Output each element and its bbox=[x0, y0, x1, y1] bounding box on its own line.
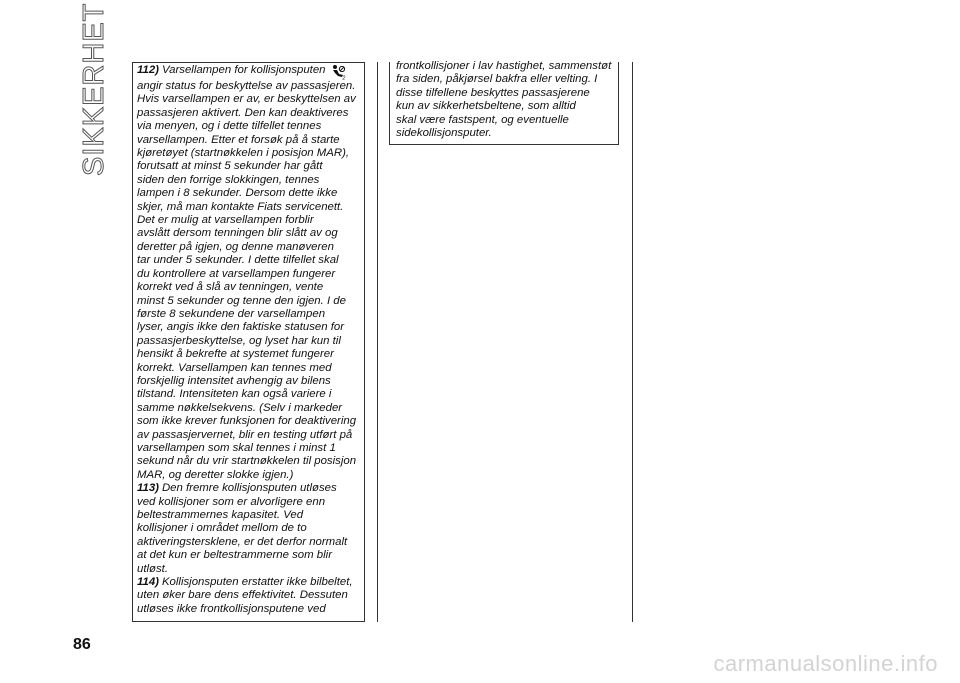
text-line bbox=[396, 87, 618, 100]
text-line bbox=[137, 442, 365, 455]
right-column-rule bbox=[632, 62, 633, 622]
line-text: kun av sikkerhetsbeltene, som alltid bbox=[396, 100, 576, 113]
note-number: 112) bbox=[137, 64, 159, 76]
text-line bbox=[137, 348, 365, 361]
line-text: forutsatt at minst 5 sekunder har gått bbox=[137, 160, 323, 173]
text-line bbox=[137, 281, 365, 294]
line-text: via menyen, og i dette tilfellet tennes bbox=[137, 120, 322, 133]
line-text: lampen i 8 sekunder. Dersom dette ikke bbox=[137, 187, 338, 200]
text-line bbox=[137, 295, 365, 308]
text-line bbox=[137, 214, 365, 227]
line-text: samme nøkkelsekvens. (Selv i markeder bbox=[137, 401, 343, 414]
line-text: MAR, og deretter slokke igjen.) bbox=[137, 468, 294, 481]
note-number: 113) bbox=[137, 482, 159, 495]
text-line bbox=[137, 362, 365, 375]
line-text: utløses ikke frontkollisjonsputene ved bbox=[137, 602, 326, 615]
page-number: 86 bbox=[73, 636, 91, 653]
text-line bbox=[137, 227, 365, 240]
line-text: deretter på igjen, og denne manøveren bbox=[137, 240, 334, 253]
line-text: varsellampen som skal tennes i minst 1 bbox=[137, 441, 336, 454]
line-text: beltestrammernes kapasitet. Ved bbox=[137, 509, 304, 521]
text-line bbox=[137, 469, 365, 482]
text-line bbox=[137, 375, 365, 388]
text-line bbox=[137, 64, 365, 80]
line-text: Varsellampen for kollisjonsputen bbox=[161, 64, 326, 76]
left-column-text bbox=[137, 64, 365, 616]
text-line bbox=[137, 415, 365, 428]
text-line bbox=[137, 402, 365, 415]
line-text: kollisjoner i området mellom de to bbox=[137, 522, 307, 535]
line-text: tilstand. Intensiteten kan også variere i bbox=[137, 388, 332, 401]
line-text: tar under 5 sekunder. I dette tilfellet skal bbox=[137, 254, 339, 267]
line-text: du kontrollere at varsellampen fungerer bbox=[137, 267, 336, 280]
line-text: første 8 sekundene der varsellampen bbox=[137, 307, 326, 320]
text-line bbox=[137, 93, 365, 106]
line-text: avslått dersom tenningen blir slått av og bbox=[137, 227, 338, 240]
line-text: Det er mulig at varsellampen forblir bbox=[137, 214, 314, 227]
text-line bbox=[137, 335, 365, 348]
text-line bbox=[137, 174, 365, 187]
line-text: minst 5 sekunder og tenne den igjen. I de bbox=[137, 294, 346, 307]
text-line bbox=[396, 114, 618, 127]
text-line bbox=[137, 429, 365, 442]
line-text: av passasjervernet, blir en testing utført på bbox=[137, 428, 353, 441]
text-line bbox=[137, 455, 365, 468]
section-title: SIKKERHET bbox=[78, 2, 110, 176]
text-line bbox=[137, 576, 365, 589]
text-line bbox=[137, 589, 365, 602]
line-text: passasjeren aktivert. Den kan deaktiveres bbox=[137, 106, 349, 119]
text-line bbox=[137, 549, 365, 562]
line-text: Kollisjonsputen erstatter ikke bilbeltet, bbox=[161, 576, 353, 589]
line-text: kjøretøyet (startnøkkelen i posisjon MAR), bbox=[137, 147, 350, 160]
text-line bbox=[396, 60, 618, 73]
line-text: hensikt å bekrefte at systemet fungerer bbox=[137, 348, 334, 361]
text-line bbox=[137, 388, 365, 401]
line-text: angir status for beskyttelse av passasjeren. bbox=[137, 80, 356, 92]
text-line bbox=[137, 107, 365, 120]
line-text: skal være fastspent, og eventuelle bbox=[396, 113, 569, 126]
right-column-text bbox=[396, 60, 618, 140]
text-line bbox=[396, 100, 618, 113]
column-divider bbox=[377, 62, 378, 622]
note-number: 114) bbox=[137, 576, 159, 589]
text-line bbox=[396, 73, 618, 86]
line-text: siden den forrige slokkingen, tennes bbox=[137, 173, 320, 186]
line-text: fra siden, påkjørsel bakfra eller velting. I bbox=[396, 73, 598, 86]
line-text: lyser, angis ikke den faktiske statusen for bbox=[137, 321, 345, 334]
text-line bbox=[137, 241, 365, 254]
watermark: carmanualsonline.info bbox=[713, 651, 938, 676]
text-line bbox=[137, 160, 365, 173]
line-text: sidekollisjonsputer. bbox=[396, 127, 492, 140]
text-line bbox=[137, 522, 365, 535]
line-text: som ikke krever funksjonen for deaktivering bbox=[137, 415, 357, 428]
line-text: disse tilfellene beskyttes passasjerene bbox=[396, 86, 590, 99]
line-text: utløst. bbox=[137, 562, 169, 575]
line-text: aktiveringstersklene, er det derfor normalt bbox=[137, 535, 348, 548]
line-text: uten øker bare dens effektivitet. Dessuten bbox=[137, 589, 348, 602]
text-line bbox=[137, 80, 365, 93]
text-line bbox=[137, 120, 365, 133]
line-text: Den fremre kollisjonsputen utløses bbox=[161, 482, 337, 495]
text-line bbox=[137, 134, 365, 147]
text-line bbox=[137, 603, 365, 616]
line-text: ved kollisjoner som er alvorligere enn bbox=[137, 495, 326, 508]
text-line bbox=[137, 563, 365, 576]
text-line bbox=[137, 308, 365, 321]
line-text: Hvis varsellampen er av, er beskyttelsen av bbox=[137, 93, 356, 106]
text-line bbox=[137, 321, 365, 334]
line-text: passasjerbeskyttelse, og lyset har kun til bbox=[137, 334, 341, 347]
airbag-passenger-off-icon bbox=[330, 64, 346, 80]
line-text: forskjellig intensitet avhengig av bilens bbox=[137, 374, 331, 387]
line-text: at det kun er beltestrammerne som blir bbox=[137, 549, 332, 562]
text-line bbox=[137, 482, 365, 495]
svg-text:2: 2 bbox=[342, 75, 345, 80]
text-line bbox=[396, 127, 618, 140]
text-line bbox=[137, 187, 365, 200]
line-text: skjer, må man kontakte Fiats servicenett. bbox=[137, 200, 344, 213]
line-text: sekund når du vrir startnøkkelen til posisjon bbox=[137, 455, 357, 468]
text-line bbox=[137, 254, 365, 267]
line-text: varsellampen. Etter et forsøk på å starte bbox=[137, 133, 340, 146]
text-line bbox=[137, 496, 365, 509]
text-line bbox=[137, 201, 365, 214]
line-text: korrekt ved å slå av tenningen, vente bbox=[137, 281, 324, 294]
line-text: korrekt. Varsellampen kan tennes med bbox=[137, 361, 332, 374]
text-line bbox=[137, 536, 365, 549]
text-line bbox=[137, 147, 365, 160]
text-line bbox=[137, 268, 365, 281]
text-line bbox=[137, 509, 365, 522]
line-text: frontkollisjoner i lav hastighet, sammenstøt bbox=[396, 60, 612, 72]
